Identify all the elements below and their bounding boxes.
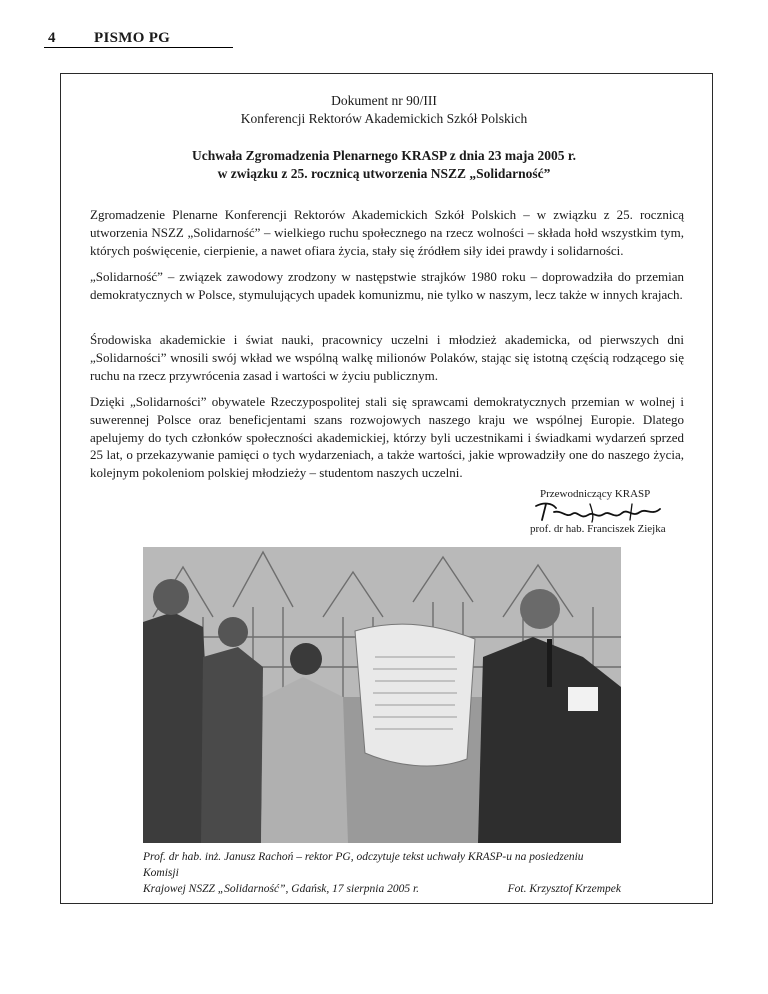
document-number-block bbox=[0, 92, 768, 128]
issuing-body: Konferencji Rektorów Akademickich Szkół Polskich bbox=[240, 111, 528, 126]
photo-ceremony bbox=[143, 547, 621, 843]
caption-line2: Krajowej NSZZ „Solidarność”, Gdańsk, 17 sierpnia 2005 r. bbox=[143, 883, 420, 895]
resolution-title bbox=[0, 147, 768, 183]
resolution-title-line2: w związku z 25. rocznicą utworzenia NSZZ „Solidarność” bbox=[217, 166, 551, 181]
paragraph-3: Środowiska akademickie i świat nauki, pracownicy uczelni i młodzież akademicka, od pierwszych dni „Solidarności” wnosili swój wkład we wspólną walkę milionów Polaków, stając się istotną częścią rodzącego się ruchu na rzecz przywrócenia zasad i wartości w życiu publicznym. bbox=[90, 332, 684, 383]
signer-name: prof. dr hab. Franciszek Ziejka bbox=[530, 523, 666, 535]
photo-credit: Fot. Krzysztof Krzempek bbox=[507, 883, 621, 895]
paragraph-4: Dzięki „Solidarności” obywatele Rzeczypospolitej stali się sprawcami demokratycznych przemian w wolnej i suwerennej Polsce oraz beneficjentami szans rozwojowych naszego kraju we wspólnej Europie. Dlatego apelujemy do tych członków społeczności akademickiej, którzy byli uczestnikami i świadkami wydarzeń sprzed 25 lat, o przekazywanie pamięci o tych wydarzeniach, a także wartości, jakie wprowadziły one do naszego życia, kolejnym pokoleniom polskiej młodzieży – studentom naszych uczelni. bbox=[90, 394, 684, 481]
resolution-title-line1: Uchwała Zgromadzenia Plenarnego KRASP z dnia 23 maja 2005 r. bbox=[192, 148, 576, 163]
caption-line1: Prof. dr hab. inż. Janusz Rachoń – rektor PG, odczytuje tekst uchwały KRASP-u na posiedzeniu Komisji bbox=[143, 851, 584, 879]
header-rule bbox=[44, 47, 233, 48]
paragraph-2: „Solidarność” – związek zawodowy zrodzony w następstwie strajków 1980 roku – doprowadziła do przemian demokratycznych w Polsce, stymulujących upadek komunizmu, nie tylko w naszym, lecz także w innych krajach. bbox=[90, 269, 684, 302]
page-number: 4 bbox=[48, 30, 56, 46]
paragraph-1: Zgromadzenie Plenarne Konferencji Rektorów Akademickich Szkół Polskich – w związku z 25. rocznicą utworzenia NSZZ „Solidarność” – wielkiego ruchu społecznego na rzecz wolności – składa hołd wszystkim tym, których poświęcenie, cierpienie, a nawet ofiara życia, stały się źródłem siły idei prawdy i solidarności. bbox=[90, 207, 684, 258]
document-number: Dokument nr 90/III bbox=[331, 93, 437, 108]
journal-title: PISMO PG bbox=[94, 30, 171, 46]
photo-caption bbox=[143, 849, 621, 897]
signature-image bbox=[532, 500, 664, 524]
signer-role: Przewodniczący KRASP bbox=[540, 488, 651, 500]
